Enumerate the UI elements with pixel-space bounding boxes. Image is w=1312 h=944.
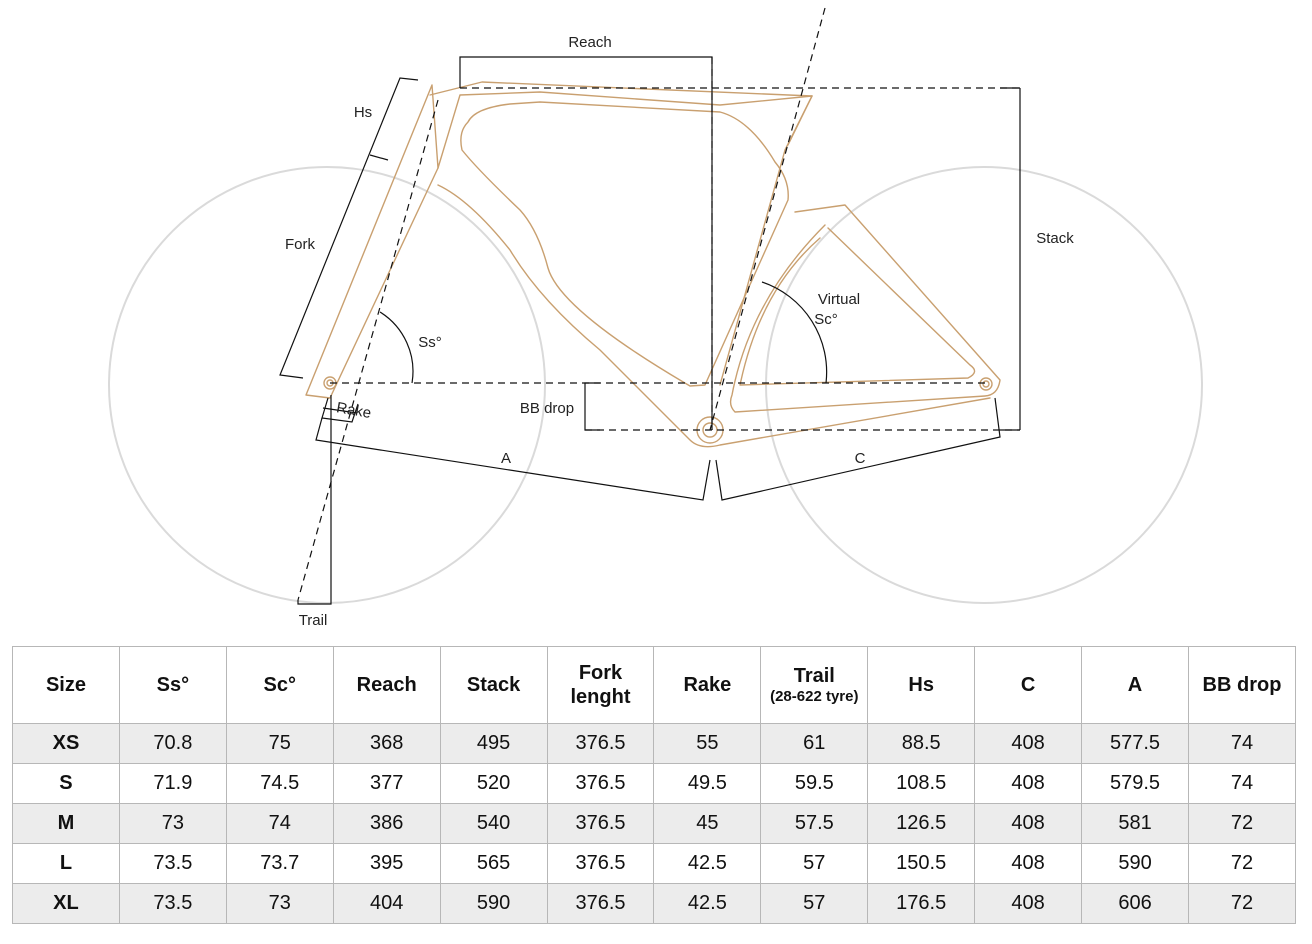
table-header-label: Size [45, 674, 86, 696]
table-row [13, 844, 1296, 884]
table-cell: 73.5 [119, 844, 226, 884]
table-cell: 42.5 [654, 884, 761, 924]
table-cell: 72 [1188, 804, 1295, 844]
table-cell: 579.5 [1082, 764, 1189, 804]
table-cell: 495 [440, 724, 547, 764]
table-cell: 590 [440, 884, 547, 924]
table-header-label: Ss° [156, 674, 190, 696]
label-virtual: Virtual [817, 291, 861, 308]
label-c: C [854, 450, 866, 467]
label-trail: Trail [298, 612, 328, 629]
size-cell: L [13, 844, 120, 884]
rear-wheel [766, 167, 1202, 603]
size-cell: XL [13, 884, 120, 924]
table-cell: 70.8 [119, 724, 226, 764]
table-cell: 386 [333, 804, 440, 844]
table-header-cell [226, 647, 333, 724]
label-ss-angle: Ss° [418, 334, 442, 351]
label-fork: Fork [285, 236, 315, 253]
table-header-cell [1082, 647, 1189, 724]
table-header-sublabel: (28-622 tyre) [770, 688, 859, 705]
bike-frame [306, 82, 1000, 447]
table-cell: 376.5 [547, 724, 654, 764]
table-cell: 108.5 [868, 764, 975, 804]
table-cell: 45 [654, 804, 761, 844]
table-cell: 565 [440, 844, 547, 884]
table-cell: 61 [761, 724, 868, 764]
table-cell: 57.5 [761, 804, 868, 844]
table-header-label: A [1127, 674, 1143, 696]
table-header-label: C [1020, 674, 1036, 696]
table-cell: 72 [1188, 884, 1295, 924]
table-cell: 73 [226, 884, 333, 924]
table-cell: 176.5 [868, 884, 975, 924]
table-header-cell [333, 647, 440, 724]
table-cell: 55 [654, 724, 761, 764]
table-cell: 368 [333, 724, 440, 764]
table-cell: 540 [440, 804, 547, 844]
table-cell: 73.5 [119, 884, 226, 924]
table-cell: 581 [1082, 804, 1189, 844]
table-row [13, 764, 1296, 804]
table-cell: 408 [975, 764, 1082, 804]
table-cell: 408 [975, 724, 1082, 764]
label-hs: Hs [353, 104, 373, 121]
table-header-label: Rake [683, 674, 732, 696]
table-cell: 606 [1082, 884, 1189, 924]
table-header-cell [761, 647, 868, 724]
table-header-cell [547, 647, 654, 724]
table-row [13, 884, 1296, 924]
table-cell: 376.5 [547, 804, 654, 844]
table-header-cell [868, 647, 975, 724]
size-cell: M [13, 804, 120, 844]
table-body [13, 724, 1296, 924]
table-cell: 376.5 [547, 844, 654, 884]
label-bb-drop: BB drop [519, 400, 575, 417]
table-header-label: Sc° [263, 674, 296, 696]
table-cell: 59.5 [761, 764, 868, 804]
table-header-label: BB drop [1202, 674, 1282, 696]
size-cell: XS [13, 724, 120, 764]
size-cell: S [13, 764, 120, 804]
table-header-label: Stack [466, 674, 521, 696]
table-cell: 74 [226, 804, 333, 844]
table-header-label: Hs [908, 674, 934, 696]
table-header-cell [119, 647, 226, 724]
label-reach: Reach [568, 34, 612, 51]
table-cell: 150.5 [868, 844, 975, 884]
table-cell: 49.5 [654, 764, 761, 804]
table-cell: 395 [333, 844, 440, 884]
table-header-label: Reach [356, 674, 417, 696]
table-cell: 376.5 [547, 884, 654, 924]
table-cell: 88.5 [868, 724, 975, 764]
label-rake: Rake [335, 399, 373, 422]
label-a: A [500, 450, 512, 467]
table-header-cell [1188, 647, 1295, 724]
geometry-table [12, 646, 1296, 924]
table-cell: 377 [333, 764, 440, 804]
table-cell: 72 [1188, 844, 1295, 884]
table-cell: 577.5 [1082, 724, 1189, 764]
table-header-cell [13, 647, 120, 724]
table-cell: 74.5 [226, 764, 333, 804]
table-cell: 520 [440, 764, 547, 804]
table-cell: 73 [119, 804, 226, 844]
table-cell: 376.5 [547, 764, 654, 804]
table-row [13, 724, 1296, 764]
table-cell: 73.7 [226, 844, 333, 884]
table-header-row [13, 647, 1296, 724]
table-header-cell [975, 647, 1082, 724]
table-cell: 57 [761, 844, 868, 884]
table-row [13, 804, 1296, 844]
label-stack: Stack [1036, 230, 1074, 247]
table-cell: 75 [226, 724, 333, 764]
table-cell: 126.5 [868, 804, 975, 844]
table-header-label: Trail [793, 665, 835, 687]
table-cell: 408 [975, 804, 1082, 844]
label-sc-angle: Sc° [814, 311, 838, 328]
table-cell: 71.9 [119, 764, 226, 804]
table-cell: 408 [975, 884, 1082, 924]
table-cell: 42.5 [654, 844, 761, 884]
table-cell: 408 [975, 844, 1082, 884]
table-cell: 74 [1188, 764, 1295, 804]
table-header-label: Fork lenght [570, 662, 631, 708]
table-cell: 404 [333, 884, 440, 924]
table-cell: 57 [761, 884, 868, 924]
table-cell: 590 [1082, 844, 1189, 884]
table-cell: 74 [1188, 724, 1295, 764]
table-header-cell [654, 647, 761, 724]
table-header-cell [440, 647, 547, 724]
